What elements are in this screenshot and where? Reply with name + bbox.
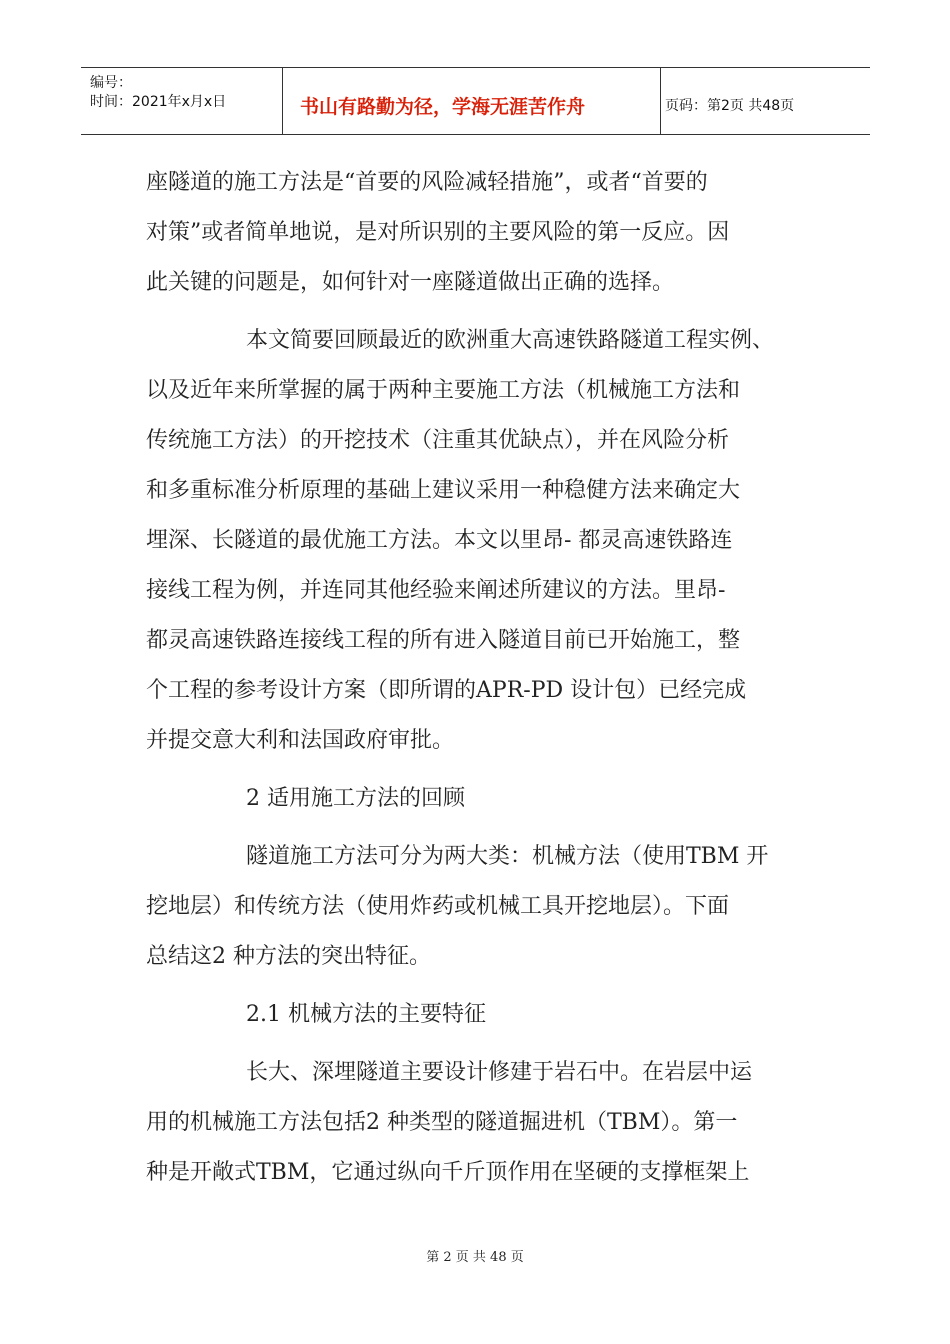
header-page-info: 页码：第2页 共48页	[665, 98, 795, 114]
document-number-label: 编号：	[90, 75, 132, 91]
body-line: 隧道施工方法可分为两大类：机械方法（使用TBM 开	[246, 844, 769, 869]
body-line: 总结这2 种方法的突出特征。	[146, 944, 431, 969]
body-line: 长大、深埋隧道主要设计修建于岩石中。在岩层中运	[246, 1060, 753, 1085]
header-motto: 书山有路勤为径，学海无涯苦作舟	[300, 96, 586, 118]
page-footer: 第 2 页 共 48 页	[426, 1250, 524, 1265]
body-line: 并提交意大利和法国政府审批。	[146, 728, 455, 753]
body-line: 都灵高速铁路连接线工程的所有进入隧道目前已开始施工，整	[146, 628, 741, 653]
body-line: 用的机械施工方法包括2 种类型的隧道掘进机（TBM）。第一	[146, 1110, 738, 1135]
body-line: 个工程的参考设计方案（即所谓的APR-PD 设计包）已经完成	[146, 678, 747, 703]
section-heading: 2 适用施工方法的回顾	[246, 786, 465, 811]
body-line: 种是开敞式TBM，它通过纵向千斤顶作用在坚硬的支撑框架上	[146, 1160, 750, 1185]
document-date-label: 时间：2021年x月x日	[90, 94, 227, 110]
body-line: 此关键的问题是，如何针对一座隧道做出正确的选择。	[146, 270, 675, 295]
body-line: 传统施工方法）的开挖技术（注重其优缺点），并在风险分析	[146, 428, 730, 453]
subsection-heading: 2.1 机械方法的主要特征	[246, 1002, 486, 1027]
body-line: 和多重标准分析原理的基础上建议采用一种稳健方法来确定大	[146, 478, 741, 503]
body-line: 本文简要回顾最近的欧洲重大高速铁路隧道工程实例、	[246, 328, 775, 353]
body-line: 座隧道的施工方法是“首要的风险减轻措施”，或者“首要的	[146, 170, 708, 195]
body-line: 对策”或者简单地说，是对所识别的主要风险的第一反应。因	[146, 220, 730, 245]
body-line: 以及近年来所掌握的属于两种主要施工方法（机械施工方法和	[146, 378, 741, 403]
body-line: 挖地层）和传统方法（使用炸药或机械工具开挖地层）。下面	[146, 894, 730, 919]
body-line: 接线工程为例，并连同其他经验来阐述所建议的方法。里昂-	[146, 578, 726, 603]
body-line: 埋深、长隧道的最优施工方法。本文以里昂- 都灵高速铁路连	[146, 528, 733, 553]
